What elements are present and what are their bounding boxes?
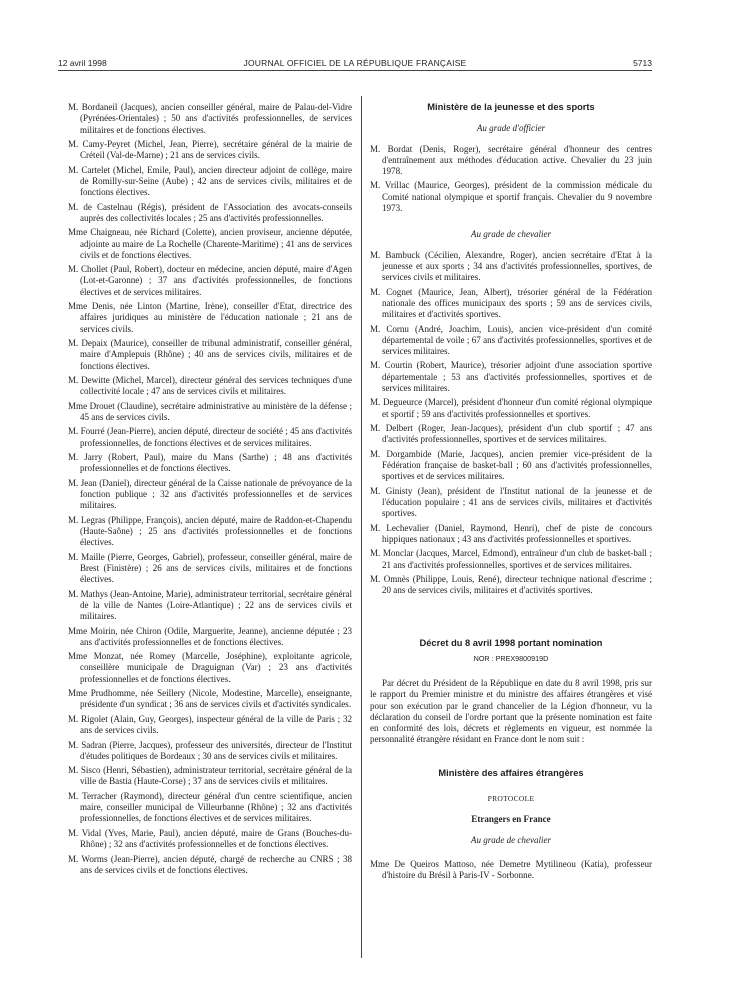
list-item: M. Bordaneil (Jacques), ancien conseiller général, maire de Palau-del-Vidre (Pyrénées-Orientales) ; 50 ans d'activités professionnelles, de services militaires et de fonctions électives. (68, 102, 352, 135)
list-item: M. Worms (Jean-Pierre), ancien député, chargé de recherche au CNRS ; 38 ans de services civils et de fonctions électives. (68, 853, 352, 875)
list-item: M. Degueurce (Marcel), président d'honneur d'un comité régional olympique et sportif ; 59 ans d'activités professionnelles et sportives. (370, 397, 652, 419)
list-item: M. Cartelet (Michel, Emile, Paul), ancien directeur adjoint de collège, maire de Romilly-sur-Seine (Aube) ; 42 ans de services civils, militaires et de fonctions électives. (68, 164, 352, 198)
list-item: Mme De Queiros Mattoso, née Demetre Mytilineou (Katia), professeur d'histoire du Brésil à Paris-IV - Sorbonne. (370, 858, 652, 880)
protocole-label: PROTOCOLE (487, 793, 535, 803)
list-item: M. Cognet (Maurice, Jean, Albert), trésorier général de la Fédération nationale des offices municipaux des sports ; 59 ans de services civils, militaires et d'activités sportives. (370, 286, 652, 320)
list-item: M. Chollet (Paul, Robert), docteur en médecine, ancien député, maire d'Agen (Lot-et-Garonne) ; 37 ans d'activités professionnelles, de fonctions électives et de services militaires. (68, 264, 352, 297)
list-item: M. Ginisty (Jean), président de l'Institut national de la jeunesse et de l'éducation populaire ; 41 ans de services civils, militaires et d'activités sportives. (370, 485, 652, 519)
header-date: 12 avril 1998 (58, 58, 107, 68)
right-column (370, 102, 652, 884)
list-item: M. Jarry (Robert, Paul), maire du Mans (Sarthe) ; 48 ans d'activités professionnelles et de fonctions électives. (68, 452, 352, 474)
list-item: M. Camy-Peyret (Michel, Jean, Pierre), secrétaire général de la mairie de Créteil (Val-de-Marne) ; 21 ans de services civils. (68, 138, 352, 161)
header-rule (58, 70, 652, 71)
list-item: M. de Castelnau (Régis), président de l'Association des avocats-conseils auprès des collectivités locales ; 25 ans d'activités professionnelles. (68, 201, 352, 223)
list-item: M. Maille (Pierre, Georges, Gabriel), professeur, conseiller général, maire de Brest (Finistère) ; 26 ans de services civils, militaires et de fonctions électives. (68, 551, 352, 585)
list-item: M. Bambuck (Cécilien, Alexandre, Roger), ancien secrétaire d'Etat à la jeunesse et aux sports ; 34 ans d'activités professionnelles, sportives, de services civils et militaires. (370, 249, 652, 283)
column-divider (361, 96, 362, 958)
list-item: M. Depaix (Maurice), conseiller de tribunal administratif, conseiller général, maire d'Amplepuis (Rhône) ; 40 ans de services civils, militaires et de fonctions électives. (68, 338, 352, 371)
list-item: M. Bordat (Denis, Roger), secrétaire général d'honneur des centres d'entraînement aux méthodes d'éducation active. Chevalier du 23 juin 1978. (370, 143, 652, 176)
list-item: M. Vidal (Yves, Marie, Paul), ancien député, maire de Grans (Bouches-du-Rhône) ; 32 ans d'activités professionnelles et de fonctions électives. (68, 827, 352, 850)
list-item: M. Monclar (Jacques, Marcel, Edmond), entraîneur d'un club de basket-ball ; 21 ans d'activités professionnelles, sportives et de services militaires. (370, 548, 652, 570)
list-item: M. Dewitte (Michel, Marcel), directeur général des services techniques d'une collectivité locale ; 47 ans de services civils et militaires. (68, 375, 352, 397)
list-item: Mme Denis, née Linton (Martine, Irène), conseiller d'Etat, directrice des affaires juridiques au ministère de l'éducation nationale ; 21 ans de services civils. (68, 301, 352, 334)
list-item: Mme Monzat, née Romey (Marcelle, Joséphine), exploitante agricole, conseillère municipale de Draguignan (Var) ; 23 ans d'activités professionnelles et de fonctions électives. (68, 651, 352, 684)
grade-heading-chevalier-2: Au grade de chevalier (470, 835, 552, 846)
section-heading-affaires-etrangeres: Ministère des affaires étrangères (438, 767, 584, 778)
subheading-etrangers: Etrangers en France (471, 814, 551, 825)
page-header (58, 58, 652, 70)
list-item: M. Terracher (Raymond), directeur général d'un centre scientifique, ancien maire, conseiller municipal de Villeurbanne (Rhône) ; 32 ans d'activités professionnelles, de fonctions électives et de services militaires. (68, 790, 352, 824)
list-item: M. Delbert (Roger, Jean-Jacques), président d'un club sportif ; 47 ans d'activités professionnelles, sportives et de services militaires. (370, 423, 652, 445)
list-item: Mme Chaigneau, née Richard (Colette), ancien proviseur, ancienne députée, adjointe au maire de La Rochelle (Charente-Maritime) ; 41 ans de services civils et de fonctions électives. (68, 227, 352, 260)
section-heading-jeunesse-sports: Ministère de la jeunesse et des sports (427, 102, 595, 112)
list-item: M. Cornu (André, Joachim, Louis), ancien vice-président d'un comité départemental de voile ; 67 ans d'activités professionnelles, sportives et de services militaires. (370, 323, 652, 356)
list-item: M. Sadran (Pierre, Jacques), professeur des universités, directeur de l'Institut d'études politiques de Bordeaux ; 30 ans de services civils et militaires. (68, 739, 352, 761)
list-item: M. Courtin (Robert, Maurice), trésorier adjoint d'une association sportive départementale ; 53 ans d'activités professionnelles, sportives et de services militaires. (370, 360, 652, 393)
list-item: M. Fourré (Jean-Pierre), ancien député, directeur de société ; 45 ans d'activités professionnelles, de fonctions électives et de services militaires. (68, 426, 352, 448)
list-item: M. Rigolet (Alain, Guy, Georges), inspecteur général de la ville de Paris ; 32 ans de services civils. (68, 713, 352, 736)
list-item: Mme Prudhomme, née Seillery (Nicole, Modestine, Marcelle), enseignante, présidente d'un syndicat ; 36 ans de services civils et d'activités syndicales. (68, 688, 352, 710)
journal-title: JOURNAL OFFICIEL DE LA RÉPUBLIQUE FRANÇAISE (243, 58, 467, 68)
list-item: Mme Drouet (Claudine), secrétaire administrative au ministère de la défense ; 45 ans de services civils. (68, 400, 352, 422)
list-item: M. Jean (Daniel), directeur général de la Caisse nationale de prévoyance de la fonction publique ; 32 ans d'activités professionnelles et de services militaires. (68, 477, 352, 511)
list-item: M. Dorgambide (Marie, Jacques), ancien premier vice-président de la Fédération française de basket-ball ; 60 ans d'activités professionnelles, sportives et de services militaires. (370, 448, 652, 482)
list-item: Mme Moirin, née Chiron (Odile, Marguerite, Jeanne), ancienne députée ; 23 ans d'activités professionnelles et de fonctions électives. (68, 625, 352, 647)
list-item: M. Sisco (Henri, Sébastien), administrateur territorial, secrétaire général de la ville de Bastia (Haute-Corse) ; 37 ans de services civils et militaires. (68, 765, 352, 787)
list-item: M. Omnès (Philippe, Louis, René), directeur technique national d'escrime ; 20 ans de services civils, militaires et d'activités sportives. (370, 574, 652, 596)
page-number: 5713 (633, 58, 652, 68)
list-item: M. Vrillac (Maurice, Georges), président de la commission médicale du Comité national olympique et sportif français. Chevalier du 9 novembre 1973. (370, 180, 652, 213)
grade-heading-officier: Au grade d'officier (476, 123, 546, 134)
grade-heading-chevalier: Au grade de chevalier (470, 229, 552, 240)
nor-reference: NOR : PREX9800919D (473, 653, 549, 663)
decree-paragraph: Par décret du Président de la République en date du 8 avril 1998, pris sur le rapport du Premier ministre et du ministre des affaires étrangères et visé pour son exécution par le grand chancelier de la Légion d'honneur, vu la déclaration du conseil de l'ordre portant que la présente nomination est faite en conformité des lois, décrets et règlements en vigueur, est nommée la personnalité étrangère résidant en France dont le nom suit : (370, 678, 652, 745)
list-item: M. Lechevalier (Daniel, Raymond, Henri), chef de piste de concours hippiques nationaux ; 43 ans d'activités professionnelles et sportives. (370, 522, 652, 544)
left-column (68, 102, 352, 879)
list-item: M. Mathys (Jean-Antoine, Marie), administrateur territorial, secrétaire général de la ville de Nantes (Loire-Atlantique) ; 22 ans de services civils et militaires. (68, 588, 352, 622)
list-item: M. Legras (Philippe, François), ancien député, maire de Raddon-et-Chapendu (Haute-Saône) ; 25 ans d'activités professionnelles et de fonctions électives. (68, 514, 352, 548)
decree-title: Décret du 8 avril 1998 portant nomination (419, 637, 603, 648)
